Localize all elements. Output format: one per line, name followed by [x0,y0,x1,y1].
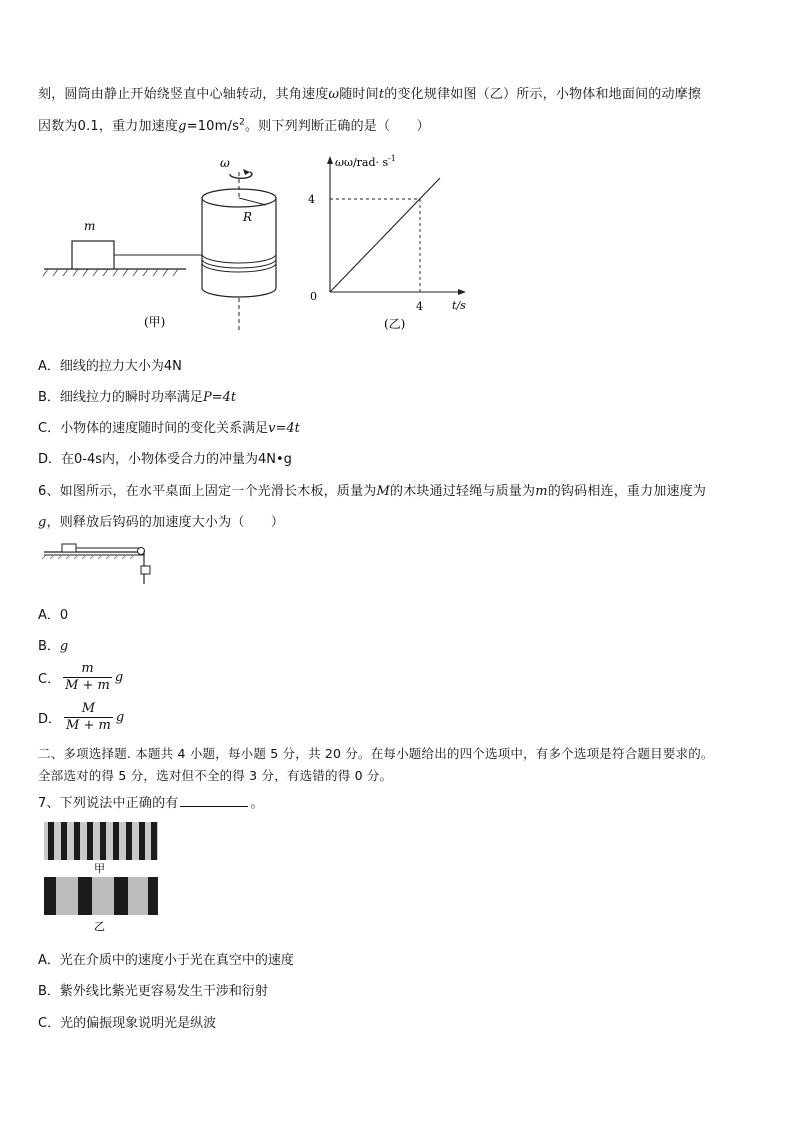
y-axis-label: ωω/rad· s [335,156,389,169]
q5-stem-text: 随时间 [339,87,379,102]
option-text: 在0-4s内，小物体受合力的冲量为4N•g [61,452,292,467]
q7-stem-text: 。 [250,796,264,811]
label-m: m [84,219,96,233]
figure-interference-patterns [44,822,160,934]
option-letter: D． [38,452,62,467]
q6-stem-text: 的木块通过轻绳与质量为 [390,484,536,499]
fringe-pattern-jia [44,822,158,860]
rotation-arrow-icon [230,172,252,178]
q5-option-c[interactable] [38,417,300,436]
q7-stem [38,792,264,811]
q7-stem-text: 7、下列说法中正确的有 [38,796,179,811]
option-letter: B． [38,984,60,999]
omega-symbol: ω [328,87,340,102]
option-letter: B． [38,390,60,405]
figure-table-pulley [40,538,160,584]
section2-line-1: 二、多项选择题. 本题共 4 小题，每小题 5 分，共 20 分。在每小题给出的四个选项中，有多个选项是符合题目要求的。 [38,746,714,761]
q5-stem-text: 因数为0.1，重力加速度 [38,119,179,134]
M-symbol: M [376,484,390,499]
arrowhead-icon [243,169,250,175]
x-axis-label: t/s [452,299,466,312]
option-letter: C． [38,672,61,687]
table-hatching [42,555,134,559]
fraction [64,701,113,734]
q5-stem-text: 的变化规律如图（乙）所示，小物体和地面间的动摩擦 [384,87,702,102]
option-text: 光在介质中的速度小于光在真空中的速度 [59,953,294,968]
superscript: 2 [239,117,245,128]
fraction [63,661,112,694]
section2-line-2: 全部选对的得 5 分，选对但不全的得 3 分，有选错的得 0 分。 [38,768,393,783]
q6-stem-line-1 [38,480,706,499]
q7-option-c[interactable] [38,1012,216,1031]
cylinder-body [202,198,276,297]
option-letter: B． [38,639,60,654]
q6-stem-text: 6、如图所示，在水平桌面上固定一个光滑长木板，质量为 [38,484,377,499]
option-math: P=4t [202,390,237,405]
x-tick-label: 4 [416,300,423,313]
g-symbol: g [38,515,47,530]
pulley-icon [138,548,145,555]
numerator: M [64,701,113,718]
origin-label: 0 [310,290,317,303]
t-symbol: t [378,87,385,102]
hook-weight-m [141,566,150,574]
option-text: 小物体的速度随时间的变化关系满足 [60,421,269,436]
y-axis-arrow-icon [327,156,333,164]
option-letter: A． [38,953,60,968]
g-symbol: g [114,670,124,685]
g-symbol: g [178,119,187,134]
figure-jia-cylinder [40,150,290,335]
x-axis-arrow-icon [458,289,466,295]
omega-t-line [330,178,440,292]
y-tick-label: 4 [308,193,315,206]
q6-option-c[interactable] [38,661,123,694]
q6-stem-text: ，则释放后钩码的加速度大小为（ ） [46,515,285,530]
option-text: 0 [59,608,69,623]
answer-blank[interactable] [180,794,248,807]
option-letter: A． [38,359,60,374]
figure-caption: (乙) [384,317,406,331]
numerator: m [63,661,112,678]
option-math: v=4t [268,421,300,436]
option-text: 细线的拉力大小为4N [59,359,182,374]
q5-stem-line-1 [38,83,701,102]
q5-stem-text: =10m/s [186,119,240,134]
q7-option-a[interactable] [38,949,294,968]
q6-option-d[interactable] [38,701,124,734]
option-text: 细线拉力的瞬时功率满足 [59,390,203,405]
m-symbol: m [535,484,548,499]
block-M [62,544,76,552]
option-letter: A． [38,608,60,623]
y-axis-label-sup: -1 [388,154,396,163]
denominator: M + m [66,718,111,733]
label-omega: ω [220,156,230,170]
figure-caption: 甲 [94,862,105,875]
option-letter: D． [38,712,62,727]
q5-stem-text: 。则下列判断正确的是（ ） [245,119,430,134]
block-m [72,241,114,269]
figure-yi-graph [300,150,480,335]
q5-stem-text: 刻，圆筒由静止开始绕竖直中心轴转动，其角速度 [38,87,329,102]
label-R: R [243,210,253,224]
figure-caption: 乙 [94,920,105,933]
fringe-pattern-yi [44,877,158,915]
q5-option-b[interactable] [38,386,236,405]
q6-stem-text: 的钩码相连，重力加速度为 [547,484,707,499]
figure-caption: (甲) [144,315,166,329]
ground-hatching [43,269,178,276]
q6-option-b[interactable] [38,635,68,654]
denominator: M + m [65,678,110,693]
option-text: 紫外线比紫光更容易发生干涉和衍射 [59,984,268,999]
q5-option-a[interactable] [38,355,182,374]
g-symbol: g [115,710,125,725]
q5-option-d[interactable] [38,448,292,467]
q7-option-b[interactable] [38,980,268,999]
option-math: g [59,639,69,654]
option-text: 光的偏振现象说明光是纵波 [60,1016,217,1031]
q6-option-a[interactable] [38,604,68,623]
q5-stem-line-2 [38,115,430,134]
option-letter: C． [38,421,61,436]
option-letter: C． [38,1016,61,1031]
q6-stem-line-2 [38,511,284,530]
